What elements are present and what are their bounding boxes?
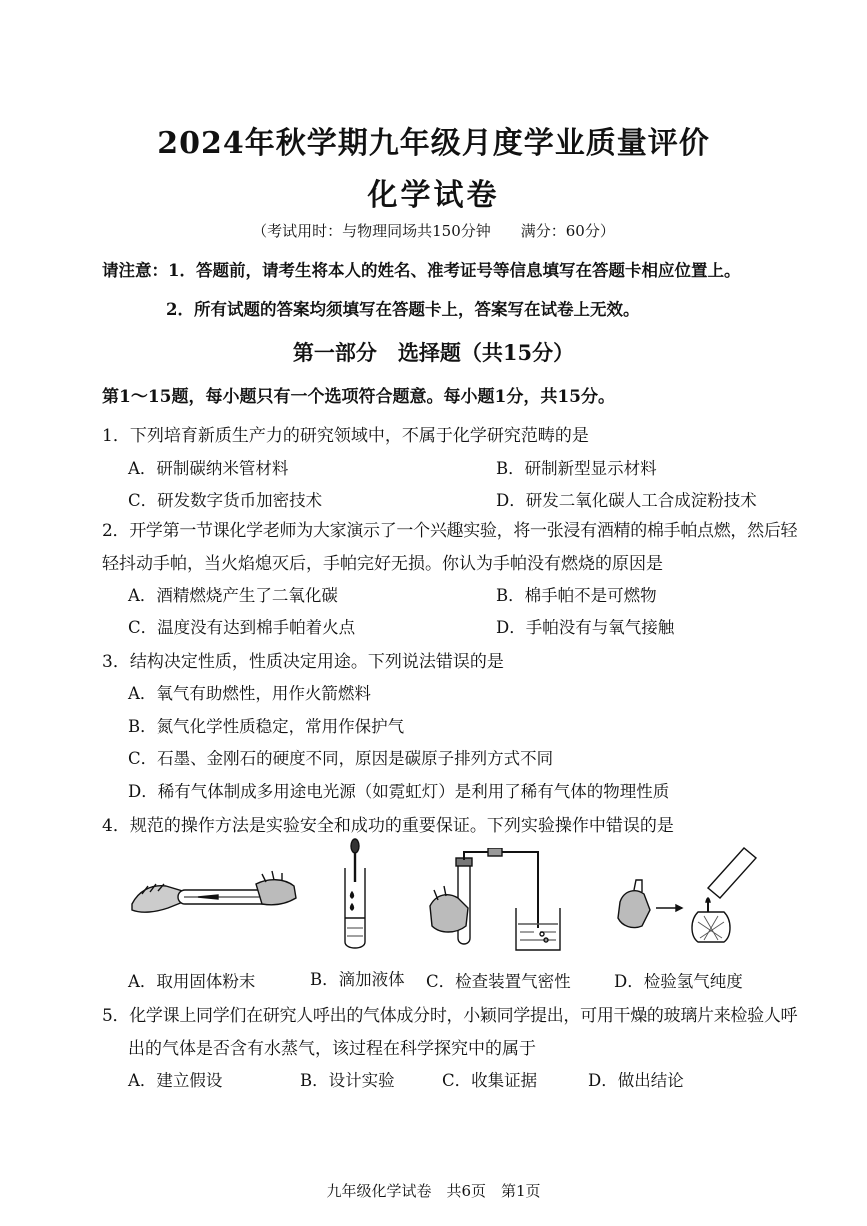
question-3-stem: 3．结构决定性质，性质决定用途。下列说法错误的是 <box>102 652 504 672</box>
question-3-option-a: A．氧气有助燃性，用作火箭燃料 <box>128 684 371 703</box>
question-2-option-c: C．温度没有达到棉手帕着火点 <box>128 618 356 637</box>
question-1-option-d: D．研发二氧化碳人工合成淀粉技术 <box>496 491 757 510</box>
question-2-stem-line-2: 轻抖动手帕，当火焰熄灭后，手帕完好无损。你认为手帕没有燃烧的原因是 <box>102 554 663 574</box>
question-5-stem-line-1: 5．化学课上同学们在研究人呼出的气体成分时，小颖同学提出，可用干燥的玻璃片来检验人呼 <box>102 1006 798 1026</box>
question-1-option-c: C．研发数字货币加密技术 <box>128 491 323 510</box>
question-4-option-d: D．检验氢气纯度 <box>614 972 743 991</box>
notice-line-1: 请注意：1．答题前，请考生将本人的姓名、准考证号等信息填写在答题卡相应位置上。 <box>102 261 741 280</box>
figure-drop-liquid <box>335 838 375 954</box>
question-5-stem-line-2: 出的气体是否含有水蒸气，该过程在科学探究中的属于 <box>128 1039 536 1059</box>
question-5-option-c: C．收集证据 <box>442 1071 538 1090</box>
figure-solid-powder <box>128 864 300 930</box>
question-1-option-a: A．研制碳纳米管材料 <box>128 459 289 478</box>
question-4-option-a: A．取用固体粉末 <box>128 972 256 991</box>
question-2-option-d: D．手帕没有与氧气接触 <box>496 618 675 637</box>
question-2-stem-line-1: 2．开学第一节课化学老师为大家演示了一个兴趣实验，将一张浸有酒精的棉手帕点燃，然后轻 <box>102 521 798 541</box>
question-2-option-a: A．酒精燃烧产生了二氧化碳 <box>128 586 338 605</box>
question-2-option-b: B．棉手帕不是可燃物 <box>496 586 657 605</box>
question-5-option-b: B．设计实验 <box>300 1071 395 1090</box>
exam-info: （考试用时：与物理同场共150分钟 满分：60分） <box>252 222 615 240</box>
notice-line-2: 2．所有试题的答案均须填写在答题卡上，答案写在试卷上无效。 <box>166 300 640 319</box>
section-heading: 第一部分 选择题（共15分） <box>292 340 575 365</box>
question-1-stem: 1．下列培育新质生产力的研究领域中，不属于化学研究范畴的是 <box>102 426 589 446</box>
question-1-option-b: B．研制新型显示材料 <box>496 459 657 478</box>
question-4-option-c: C．检查装置气密性 <box>426 972 571 991</box>
question-3-option-c: C．石墨、金刚石的硬度不同，原因是碳原子排列方式不同 <box>128 749 554 768</box>
section-instruction: 第1～15题，每小题只有一个选项符合题意。每小题1分，共15分。 <box>102 387 615 407</box>
question-4-option-b: B．滴加液体 <box>310 970 405 989</box>
figure-hydrogen-purity <box>612 846 760 956</box>
subject-title: 化学试卷 <box>367 178 500 213</box>
question-3-option-d: D．稀有气体制成多用途电光源（如霓虹灯）是利用了稀有气体的物理性质 <box>128 782 670 801</box>
question-5-option-d: D．做出结论 <box>588 1071 684 1090</box>
figure-airtightness <box>428 848 568 954</box>
question-4-stem: 4．规范的操作方法是实验安全和成功的重要保证。下列实验操作中错误的是 <box>102 816 674 836</box>
exam-title: 2024年秋学期九年级月度学业质量评价 <box>157 126 710 161</box>
question-5-option-a: A．建立假设 <box>128 1071 223 1090</box>
question-3-option-b: B．氮气化学性质稳定，常用作保护气 <box>128 717 405 736</box>
page-footer: 九年级化学试卷 共6页 第1页 <box>326 1182 541 1200</box>
